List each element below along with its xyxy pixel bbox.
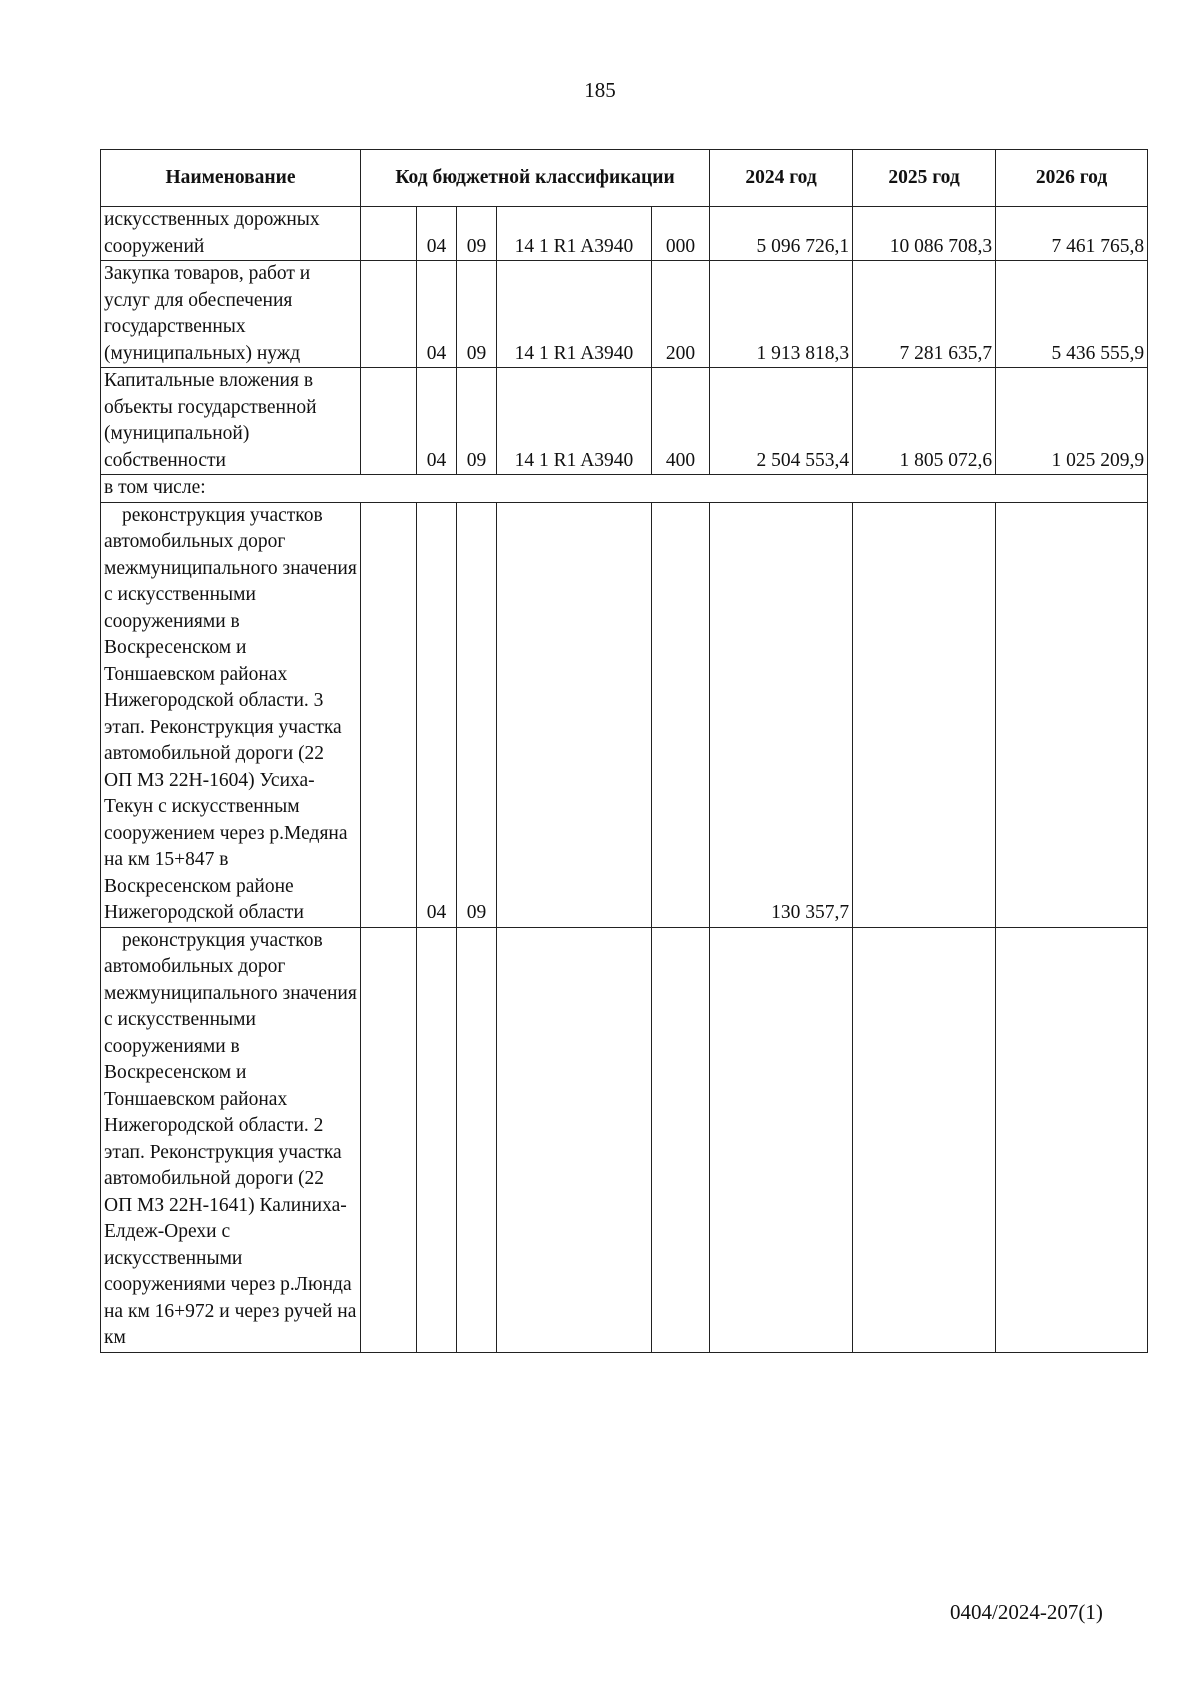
row-vr: 200: [652, 261, 710, 368]
row-2026: [996, 502, 1148, 927]
row-pr: 09: [457, 502, 497, 927]
row-name-text: реконструкция участков автомобильных дорог межмуниципального значения с искусственными сооружениями в Воскресенском и Тоншаевском районах Нижегородской области. 3 этап. Реконструкция участка автомобильной дороги (22 ОП МЗ 22Н-1604) Усиха-Текун с искусственным сооружением через р.Медяна на км 15+847 в Воскресенском районе Нижегородской области: [104, 504, 357, 923]
row-2024: 2 504 553,4: [710, 368, 853, 475]
header-name: Наименование: [101, 150, 361, 207]
row-2024: 1 913 818,3: [710, 261, 853, 368]
table-row: [101, 502, 1148, 927]
row-pr: 09: [457, 368, 497, 475]
row-pr: 09: [457, 207, 497, 261]
row-2026: 1 025 209,9: [996, 368, 1148, 475]
row-blank: [361, 502, 417, 927]
document-code: 0404/2024-207(1): [950, 1600, 1103, 1624]
row-2024: [710, 927, 853, 1352]
row-2025: [853, 502, 996, 927]
row-2026: [996, 927, 1148, 1352]
row-name: [101, 502, 361, 927]
row-name: [101, 927, 361, 1352]
header-code: Код бюджетной классификации: [361, 150, 710, 207]
row-csr: [497, 502, 652, 927]
row-pr: 09: [457, 261, 497, 368]
row-name: Капитальные вложения в объекты государственной (муниципальной) собственности: [101, 368, 361, 475]
row-name: искусственных дорожных сооружений: [101, 207, 361, 261]
row-vr: [652, 927, 710, 1352]
row-name: Закупка товаров, работ и услуг для обеспечения государственных (муниципальных) нужд: [101, 261, 361, 368]
table-row: [101, 927, 1148, 1352]
row-vr: 000: [652, 207, 710, 261]
row-blank: [361, 261, 417, 368]
row-csr: 14 1 R1 A3940: [497, 261, 652, 368]
header-2024: 2024 год: [710, 150, 853, 207]
row-name-subheading: в том числе:: [101, 475, 1148, 503]
row-blank: [361, 368, 417, 475]
row-pr: [457, 927, 497, 1352]
row-vr: [652, 502, 710, 927]
table-row: [101, 207, 1148, 261]
row-blank: [361, 927, 417, 1352]
row-2026: 7 461 765,8: [996, 207, 1148, 261]
row-rz: [417, 927, 457, 1352]
page-number: 185: [584, 78, 616, 102]
row-rz: 04: [417, 368, 457, 475]
row-2025: 7 281 635,7: [853, 261, 996, 368]
row-rz: 04: [417, 207, 457, 261]
row-rz: 04: [417, 502, 457, 927]
row-2024: 5 096 726,1: [710, 207, 853, 261]
row-csr: 14 1 R1 A3940: [497, 368, 652, 475]
table-row: [101, 475, 1148, 503]
table-row: [101, 261, 1148, 368]
budget-table: [100, 149, 1148, 1353]
row-name-text: реконструкция участков автомобильных дорог межмуниципального значения с искусственными сооружениями в Воскресенском и Тоншаевском районах Нижегородской области. 2 этап. Реконструкция участка автомобильной дороги (22 ОП МЗ 22Н-1641) Калиниха-Елдеж-Орехи с искусственными сооружениями через р.Люнда на км 16+972 и через ручей на км: [104, 929, 357, 1348]
row-2025: 1 805 072,6: [853, 368, 996, 475]
row-csr: 14 1 R1 A3940: [497, 207, 652, 261]
row-rz: 04: [417, 261, 457, 368]
table-header-row: [101, 150, 1148, 207]
row-vr: 400: [652, 368, 710, 475]
row-blank: [361, 207, 417, 261]
row-2025: 10 086 708,3: [853, 207, 996, 261]
row-2025: [853, 927, 996, 1352]
table-row: [101, 368, 1148, 475]
row-2024: 130 357,7: [710, 502, 853, 927]
row-csr: [497, 927, 652, 1352]
row-2026: 5 436 555,9: [996, 261, 1148, 368]
header-2025: 2025 год: [853, 150, 996, 207]
header-2026: 2026 год: [996, 150, 1148, 207]
